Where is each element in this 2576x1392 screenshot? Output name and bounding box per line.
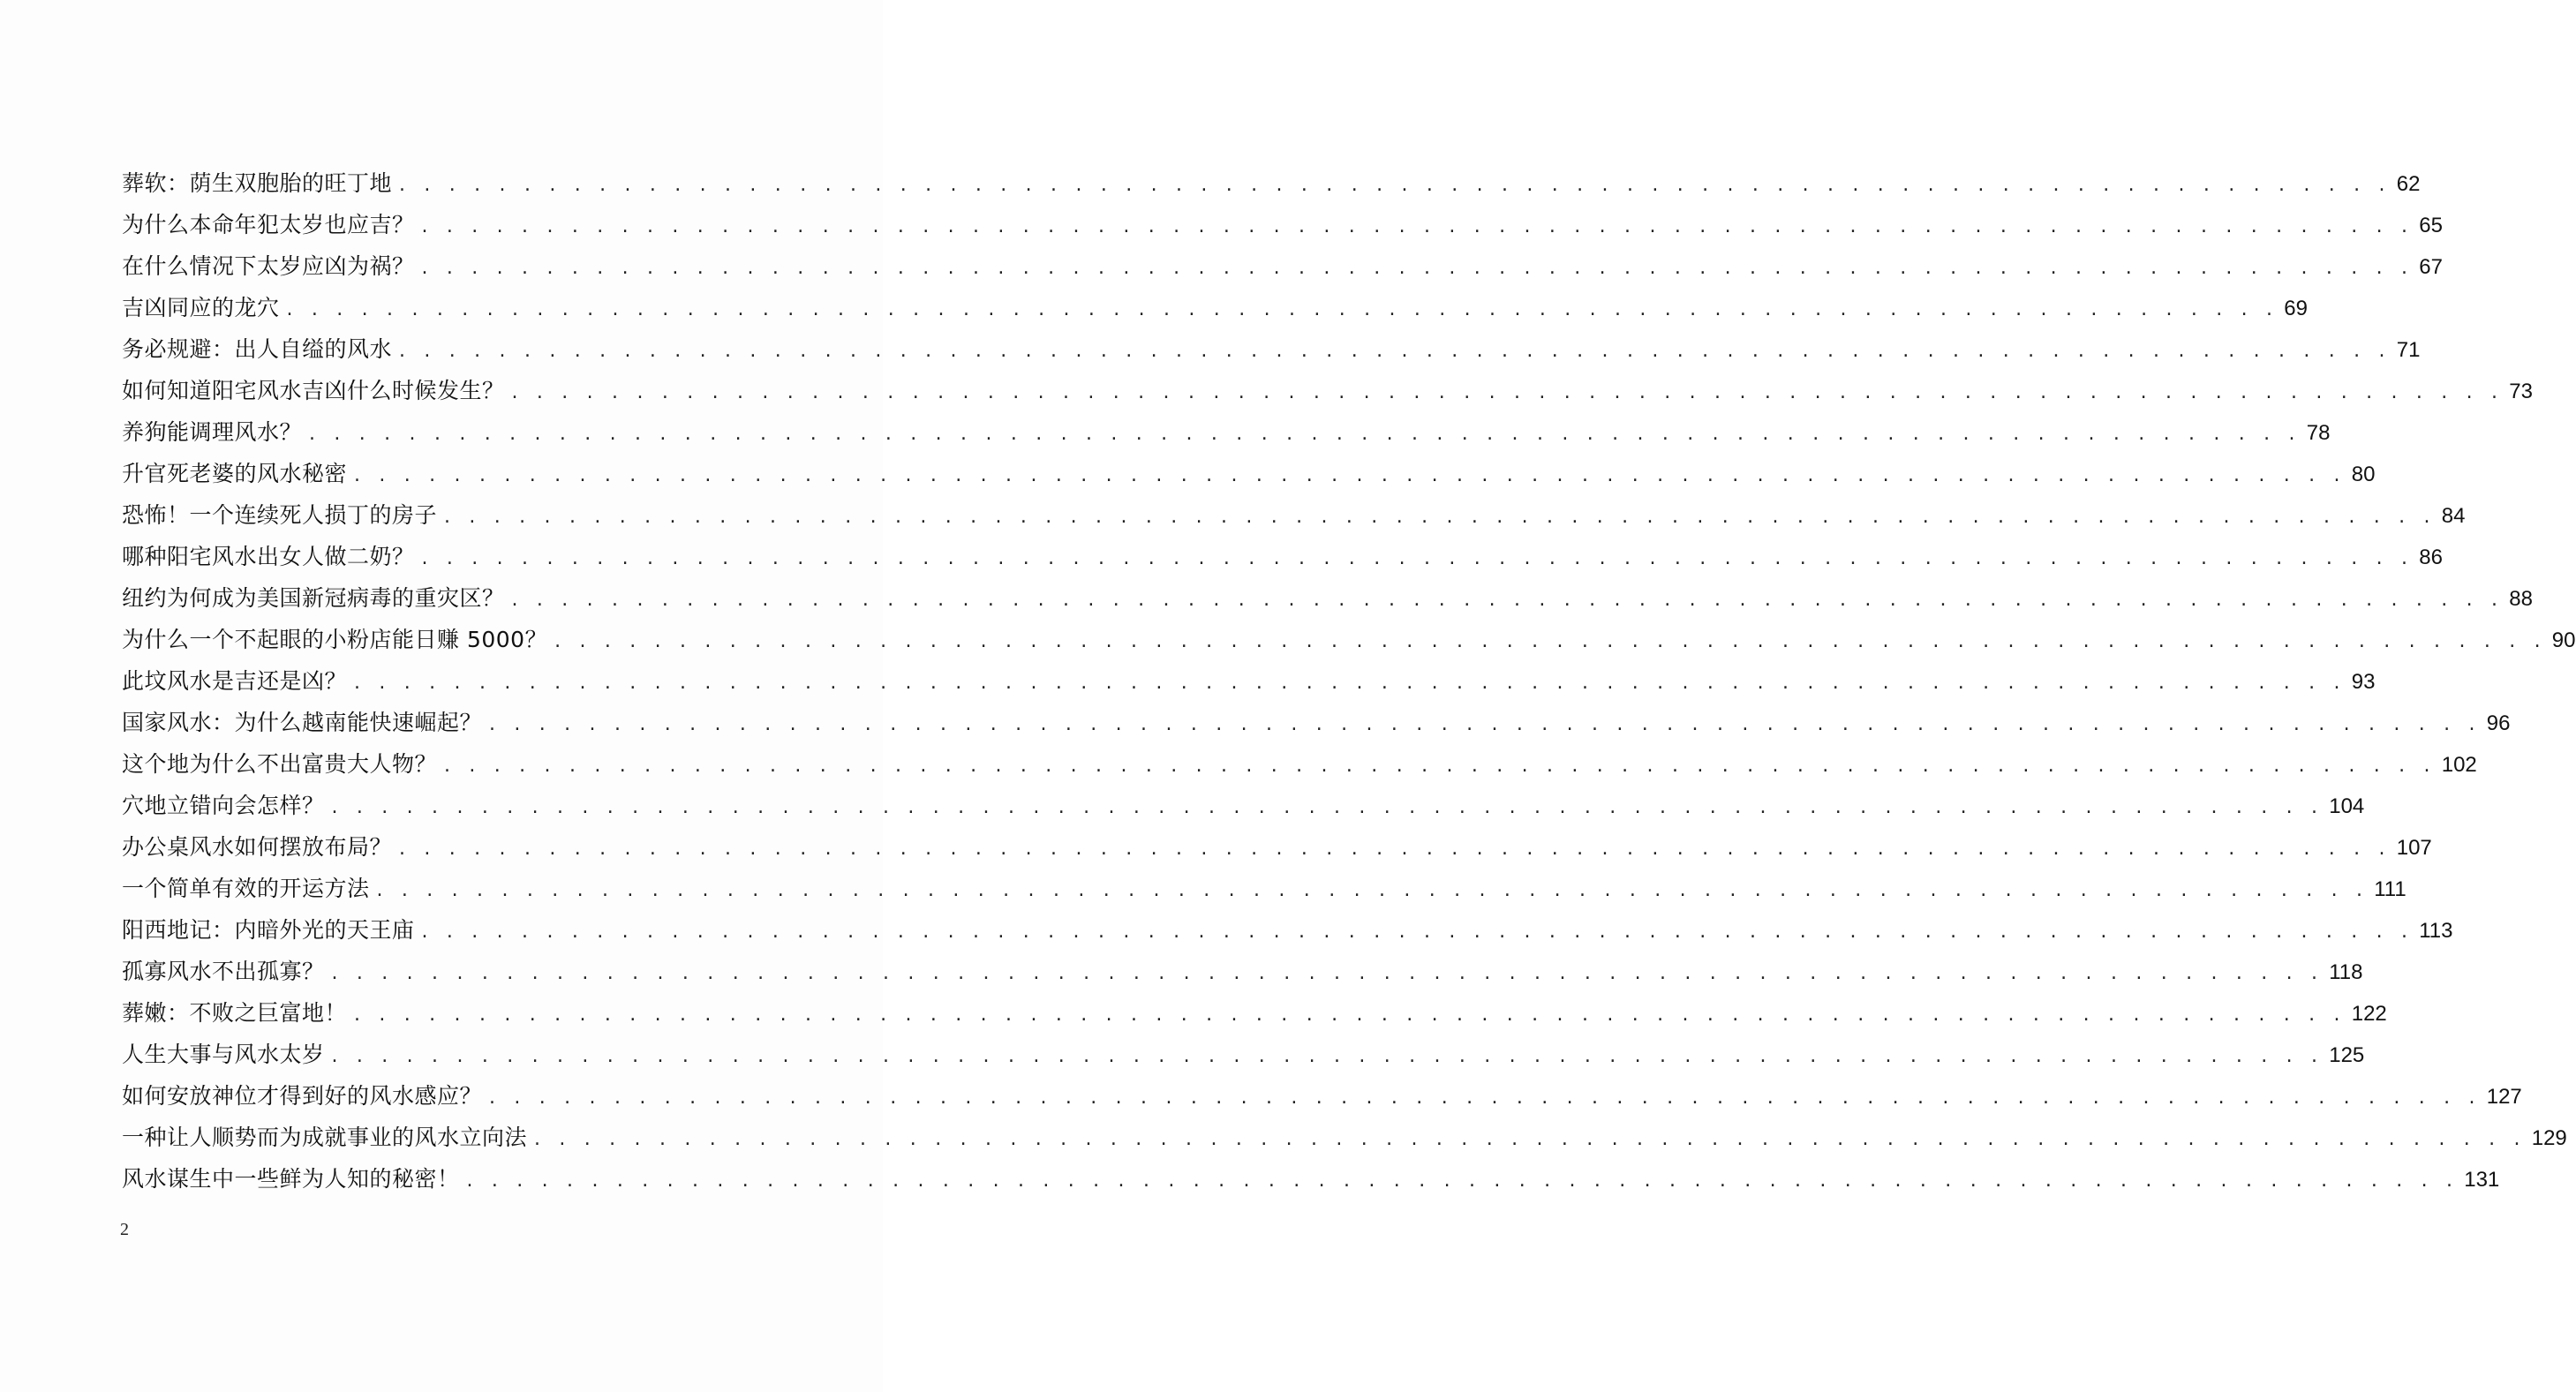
dot-leader: . . . . . . . . . . . . . . . . . . . . . . . . . . . . . . . . . . . . . . . . . . . . . . . . . . . . . . . . . . . . . . . . . . . . . . . . . . . . . . . . <box>534 1128 2527 1150</box>
toc-entry <box>122 619 2576 660</box>
toc-entry-page-number: 111 <box>2374 877 2407 901</box>
toc-entry <box>122 951 2363 992</box>
toc-entry-page-number: 84 <box>2441 504 2466 528</box>
toc-entry-title: 为什么一个不起眼的小粉店能日赚 5000？ <box>122 627 548 652</box>
dot-leader: . . . . . . . . . . . . . . . . . . . . . . . . . . . . . . . . . . . . . . . . . . . . . . . . . . . . . . . . . . . . . . . . . . . . . . . . . . . . . . . . <box>489 1087 2482 1109</box>
toc-entry-page-number: 122 <box>2351 1002 2387 1026</box>
toc-entry-title: 穴地立错向会怎样？ <box>122 793 325 818</box>
toc-entry-page-number: 104 <box>2329 794 2365 818</box>
dot-leader: . . . . . . . . . . . . . . . . . . . . . . . . . . . . . . . . . . . . . . . . . . . . . . . . . . . . . . . . . . . . . . . . . . . . . . . . . . . . . . . . <box>309 423 2301 445</box>
dot-leader: . . . . . . . . . . . . . . . . . . . . . . . . . . . . . . . . . . . . . . . . . . . . . . . . . . . . . . . . . . . . . . . . . . . . . . . . . . . . . . . . <box>511 589 2504 611</box>
toc-entry-title: 人生大事与风水太岁 <box>122 1042 325 1067</box>
toc-entry-page-number: 102 <box>2441 753 2477 777</box>
toc-entry <box>122 1075 2522 1117</box>
dot-leader: . . . . . . . . . . . . . . . . . . . . . . . . . . . . . . . . . . . . . . . . . . . . . . . . . . . . . . . . . . . . . . . . . . . . . . . . . . . . . . . . <box>331 1045 2324 1067</box>
dot-leader: . . . . . . . . . . . . . . . . . . . . . . . . . . . . . . . . . . . . . . . . . . . . . . . . . . . . . . . . . . . . . . . . . . . . . . . . . . . . . . . . <box>489 713 2482 735</box>
toc-entry-title: 风水谋生中一些鲜为人知的秘密！ <box>122 1166 460 1192</box>
toc-entry-title: 一个简单有效的开运方法 <box>122 876 370 901</box>
toc-entry-page-number: 80 <box>2351 463 2376 486</box>
toc-entry-title: 办公桌风水如何摆放布局？ <box>122 834 393 860</box>
dot-leader: . . . . . . . . . . . . . . . . . . . . . . . . . . . . . . . . . . . . . . . . . . . . . . . . . . . . . . . . . . . . . . . . . . . . . . . . . . . . . . . . <box>376 879 2369 901</box>
toc-entry-page-number: 125 <box>2329 1043 2365 1067</box>
dot-leader: . . . . . . . . . . . . . . . . . . . . . . . . . . . . . . . . . . . . . . . . . . . . . . . . . . . . . . . . . . . . . . . . . . . . . . . . . . . . . . . . <box>421 215 2414 237</box>
toc-entry <box>122 743 2477 785</box>
dot-leader: . . . . . . . . . . . . . . . . . . . . . . . . . . . . . . . . . . . . . . . . . . . . . . . . . . . . . . . . . . . . . . . . . . . . . . . . . . . . . . . . <box>399 838 2391 860</box>
toc-entry <box>122 453 2376 494</box>
toc-entry-page-number: 113 <box>2419 919 2453 943</box>
toc-entry <box>122 1158 2500 1200</box>
dot-leader: . . . . . . . . . . . . . . . . . . . . . . . . . . . . . . . . . . . . . . . . . . . . . . . . . . . . . . . . . . . . . . . . . . . . . . . . . . . . . . . . <box>399 340 2391 362</box>
toc-entry-title: 葬软：荫生双胞胎的旺丁地 <box>122 170 393 196</box>
toc-entry <box>122 909 2453 951</box>
toc-entry-page-number: 62 <box>2396 172 2421 196</box>
dot-leader: . . . . . . . . . . . . . . . . . . . . . . . . . . . . . . . . . . . . . . . . . . . . . . . . . . . . . . . . . . . . . . . . . . . . . . . . . . . . . . . . <box>554 630 2547 652</box>
dot-leader: . . . . . . . . . . . . . . . . . . . . . . . . . . . . . . . . . . . . . . . . . . . . . . . . . . . . . . . . . . . . . . . . . . . . . . . . . . . . . . . . <box>286 298 2279 320</box>
dot-leader: . . . . . . . . . . . . . . . . . . . . . . . . . . . . . . . . . . . . . . . . . . . . . . . . . . . . . . . . . . . . . . . . . . . . . . . . . . . . . . . . <box>421 257 2414 279</box>
dot-leader: . . . . . . . . . . . . . . . . . . . . . . . . . . . . . . . . . . . . . . . . . . . . . . . . . . . . . . . . . . . . . . . . . . . . . . . . . . . . . . . . <box>354 672 2346 694</box>
toc-entry-title: 为什么本命年犯太岁也应吉？ <box>122 212 415 237</box>
toc-entry-page-number: 90 <box>2551 628 2576 652</box>
dot-leader: . . . . . . . . . . . . . . . . . . . . . . . . . . . . . . . . . . . . . . . . . . . . . . . . . . . . . . . . . . . . . . . . . . . . . . . . . . . . . . . . <box>466 1170 2459 1192</box>
toc-entry-title: 孤寡风水不出孤寡？ <box>122 959 325 984</box>
toc-entry <box>122 245 2443 287</box>
toc-entry-page-number: 129 <box>2531 1126 2567 1150</box>
toc-entry <box>122 868 2407 909</box>
toc-entry-page-number: 118 <box>2329 960 2363 984</box>
toc-entry <box>122 494 2466 536</box>
dot-leader: . . . . . . . . . . . . . . . . . . . . . . . . . . . . . . . . . . . . . . . . . . . . . . . . . . . . . . . . . . . . . . . . . . . . . . . . . . . . . . . . <box>511 381 2504 403</box>
toc-entry <box>122 162 2421 204</box>
toc-entry-page-number: 71 <box>2396 338 2421 362</box>
toc-entry-title: 哪种阳宅风水出女人做二奶？ <box>122 544 415 569</box>
toc-entry-page-number: 88 <box>2509 587 2533 611</box>
toc-entry-title: 如何知道阳宅风水吉凶什么时候发生？ <box>122 378 505 403</box>
toc-entry-page-number: 107 <box>2396 836 2432 860</box>
toc-entry-page-number: 73 <box>2509 380 2533 403</box>
toc-entry <box>122 1117 2567 1158</box>
dot-leader: . . . . . . . . . . . . . . . . . . . . . . . . . . . . . . . . . . . . . . . . . . . . . . . . . . . . . . . . . . . . . . . . . . . . . . . . . . . . . . . . <box>444 755 2437 777</box>
toc-entry-page-number: 93 <box>2351 670 2376 694</box>
toc-entry-title: 升官死老婆的风水秘密 <box>122 461 348 486</box>
toc-entry-page-number: 131 <box>2464 1168 2500 1192</box>
toc-entry <box>122 328 2421 370</box>
toc-entry-title: 如何安放神位才得到好的风水感应？ <box>122 1083 483 1109</box>
toc-entry-page-number: 78 <box>2306 421 2331 445</box>
toc-entry-title: 国家风水：为什么越南能快速崛起？ <box>122 710 483 735</box>
toc-entry-title: 这个地为什么不出富贵大人物？ <box>122 751 438 777</box>
toc-entry <box>122 826 2432 868</box>
dot-leader: . . . . . . . . . . . . . . . . . . . . . . . . . . . . . . . . . . . . . . . . . . . . . . . . . . . . . . . . . . . . . . . . . . . . . . . . . . . . . . . . <box>331 962 2324 984</box>
toc-entry-page-number: 65 <box>2419 214 2443 237</box>
toc-entry-page-number: 127 <box>2486 1085 2522 1109</box>
toc-entry <box>122 204 2443 245</box>
toc-entry-page-number: 86 <box>2419 546 2443 569</box>
dot-leader: . . . . . . . . . . . . . . . . . . . . . . . . . . . . . . . . . . . . . . . . . . . . . . . . . . . . . . . . . . . . . . . . . . . . . . . . . . . . . . . . <box>444 506 2437 528</box>
toc-entry-page-number: 67 <box>2419 255 2443 279</box>
toc-entry <box>122 992 2387 1034</box>
toc-entry <box>122 370 2533 411</box>
toc-entry-title: 养狗能调理风水？ <box>122 419 303 445</box>
dot-leader: . . . . . . . . . . . . . . . . . . . . . . . . . . . . . . . . . . . . . . . . . . . . . . . . . . . . . . . . . . . . . . . . . . . . . . . . . . . . . . . . <box>421 921 2414 943</box>
toc-entry <box>122 536 2443 577</box>
toc-entry-title: 纽约为何成为美国新冠病毒的重灾区？ <box>122 585 505 611</box>
dot-leader: . . . . . . . . . . . . . . . . . . . . . . . . . . . . . . . . . . . . . . . . . . . . . . . . . . . . . . . . . . . . . . . . . . . . . . . . . . . . . . . . <box>354 1004 2346 1026</box>
toc-entry <box>122 287 2308 328</box>
toc-entry <box>122 411 2331 453</box>
toc-entry-title: 此坟风水是吉还是凶？ <box>122 668 348 694</box>
toc-entry <box>122 785 2365 826</box>
toc-entry-title: 阳西地记：内暗外光的天王庙 <box>122 917 415 943</box>
table-of-contents <box>122 162 2576 1200</box>
toc-entry-title: 一种让人顺势而为成就事业的风水立向法 <box>122 1125 528 1150</box>
toc-entry-page-number: 96 <box>2486 711 2511 735</box>
toc-entry <box>122 702 2511 743</box>
dot-leader: . . . . . . . . . . . . . . . . . . . . . . . . . . . . . . . . . . . . . . . . . . . . . . . . . . . . . . . . . . . . . . . . . . . . . . . . . . . . . . . . <box>421 547 2414 569</box>
toc-entry-title: 吉凶同应的龙穴 <box>122 295 280 320</box>
toc-entry-title: 务必规避：出人自缢的风水 <box>122 336 393 362</box>
toc-entry-page-number: 69 <box>2284 297 2308 320</box>
dot-leader: . . . . . . . . . . . . . . . . . . . . . . . . . . . . . . . . . . . . . . . . . . . . . . . . . . . . . . . . . . . . . . . . . . . . . . . . . . . . . . . . <box>354 464 2346 486</box>
toc-entry <box>122 1034 2365 1075</box>
toc-entry <box>122 660 2376 702</box>
dot-leader: . . . . . . . . . . . . . . . . . . . . . . . . . . . . . . . . . . . . . . . . . . . . . . . . . . . . . . . . . . . . . . . . . . . . . . . . . . . . . . . . <box>399 174 2391 196</box>
toc-entry-title: 在什么情况下太岁应凶为祸？ <box>122 253 415 279</box>
page-number: 2 <box>120 1220 129 1239</box>
toc-entry-title: 恐怖！一个连续死人损丁的房子 <box>122 502 438 528</box>
toc-entry-title: 葬嫩：不败之巨富地！ <box>122 1000 348 1026</box>
dot-leader: . . . . . . . . . . . . . . . . . . . . . . . . . . . . . . . . . . . . . . . . . . . . . . . . . . . . . . . . . . . . . . . . . . . . . . . . . . . . . . . . <box>331 796 2324 818</box>
toc-entry <box>122 577 2533 619</box>
